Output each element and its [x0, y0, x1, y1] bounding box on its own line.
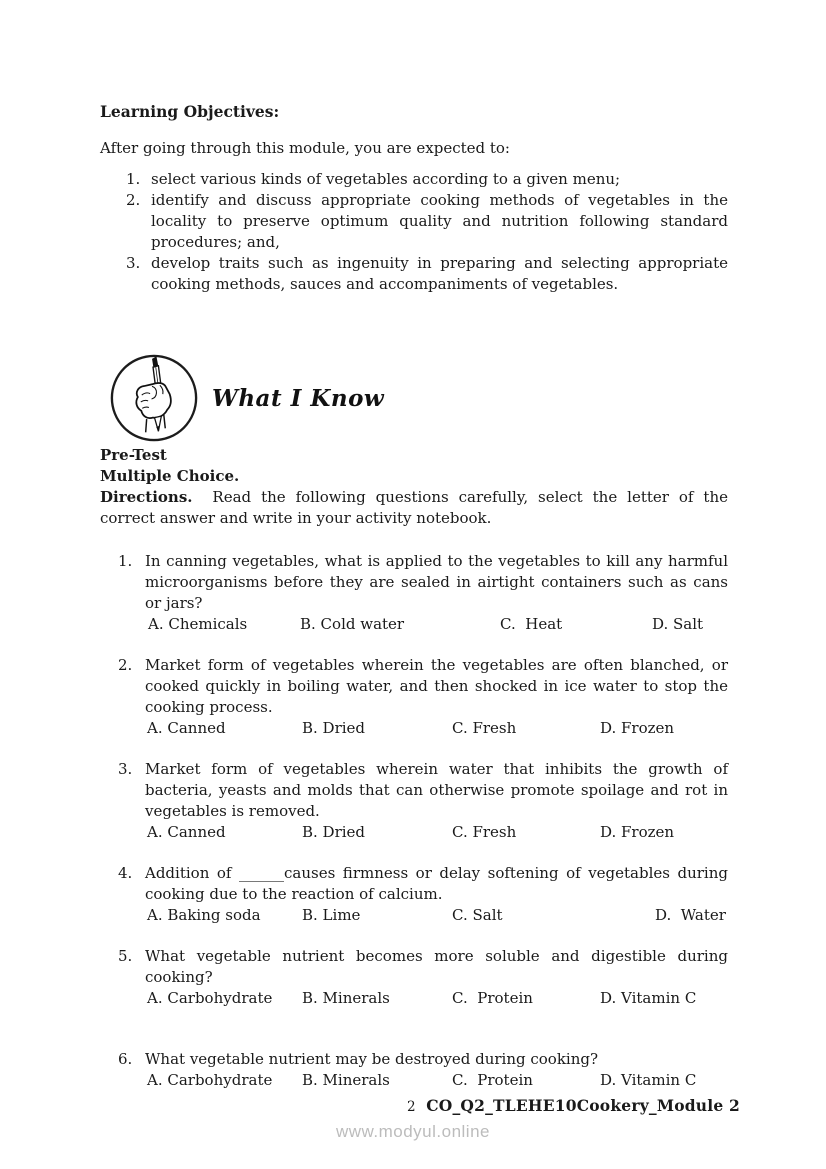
objectives-list	[100, 169, 728, 295]
directions-label: Directions.	[100, 488, 193, 506]
option-a: A. Carbohydrate	[147, 989, 273, 1007]
what-i-know-section-header	[100, 351, 728, 445]
question-number: 4.	[118, 864, 133, 882]
objective-number: 1.	[126, 170, 141, 188]
question-number: 1.	[118, 552, 133, 570]
module-code: CO_Q2_TLEHE10Cookery_Module 2	[426, 1096, 740, 1115]
option-c: C. Fresh	[452, 823, 517, 841]
option-d: D. Vitamin C	[600, 1071, 697, 1089]
option-b: B. Cold water	[300, 615, 405, 633]
option-a: A. Chemicals	[148, 615, 248, 633]
objective-text: identify and discuss appropriate cooking methods of vegetables in the locality to preserve optimum quality and nutrition following standard procedures; and,	[151, 191, 728, 251]
objective-item	[100, 253, 728, 295]
option-d: D. Frozen	[600, 719, 675, 737]
option-a: A. Baking soda	[147, 906, 261, 924]
section-title: What I Know	[212, 384, 385, 412]
objective-item	[100, 190, 728, 253]
options-row	[145, 1070, 728, 1091]
option-a: A. Carbohydrate	[147, 1071, 273, 1089]
question-number: 3.	[118, 760, 133, 778]
watermark-text: www.modyul.online	[335, 1122, 490, 1141]
question-list	[100, 551, 728, 1091]
question-text: Addition of ______causes firmness or delay softening of vegetables during cooking due to the reaction of calcium.	[145, 864, 728, 903]
question-6	[100, 1049, 728, 1091]
directions-paragraph	[100, 487, 728, 529]
question-text: Market form of vegetables wherein water that inhibits the growth of bacteria, yeasts and molds that can otherwise promote spoilage and rot in vegetables is removed.	[145, 760, 728, 820]
question-text: Market form of vegetables wherein the vegetables are often blanched, or cooked quickly in boiling water, and then shocked in ice water to stop the cooking process.	[145, 656, 728, 716]
question-number: 5.	[118, 947, 133, 965]
option-d: D. Vitamin C	[600, 989, 697, 1007]
question-1	[100, 551, 728, 635]
question-2	[100, 655, 728, 739]
options-row	[145, 718, 728, 739]
option-c: C. Protein	[452, 989, 533, 1007]
option-b: B. Dried	[302, 823, 366, 841]
objective-number: 3.	[126, 254, 141, 272]
options-row	[145, 905, 728, 926]
pretest-heading: Pre-Test	[100, 446, 167, 464]
question-number: 6.	[118, 1050, 133, 1068]
option-b: B. Minerals	[302, 989, 390, 1007]
page-number: 2	[407, 1099, 416, 1115]
option-d: D. Salt	[652, 615, 704, 633]
learning-objectives-heading: Learning Objectives:	[100, 102, 280, 121]
option-d: D. Water	[655, 906, 726, 924]
objective-item	[100, 169, 728, 190]
option-c: C. Heat	[500, 615, 563, 633]
intro-text: After going through this module, you are expected to:	[100, 139, 510, 157]
options-row	[145, 988, 728, 1009]
page-footer	[0, 1095, 826, 1155]
option-a: A. Canned	[147, 823, 226, 841]
objective-number: 2.	[126, 191, 141, 209]
options-row	[145, 822, 728, 843]
question-4	[100, 863, 728, 926]
option-c: C. Protein	[452, 1071, 533, 1089]
question-text: What vegetable nutrient may be destroyed during cooking?	[145, 1050, 599, 1068]
option-b: B. Minerals	[302, 1071, 390, 1089]
objective-text: select various kinds of vegetables according to a given menu;	[151, 170, 621, 188]
option-b: B. Dried	[302, 719, 366, 737]
directions-text: Read the following questions carefully, select the letter of the correct answer and write in your activity notebook.	[100, 488, 728, 527]
question-number: 2.	[118, 656, 133, 674]
option-b: B. Lime	[302, 906, 361, 924]
option-c: C. Fresh	[452, 719, 517, 737]
option-c: C. Salt	[452, 906, 503, 924]
question-5	[100, 946, 728, 1009]
hand-holding-pencil-icon	[108, 351, 200, 445]
question-3	[100, 759, 728, 843]
objective-text: develop traits such as ingenuity in preparing and selecting appropriate cooking methods, sauces and accompaniments of vegetables.	[151, 254, 728, 293]
question-text: In canning vegetables, what is applied to the vegetables to kill any harmful microorganisms before they are sealed in airtight containers such as cans or jars?	[145, 552, 728, 612]
options-row	[145, 614, 728, 635]
multiple-choice-heading: Multiple Choice.	[100, 467, 240, 485]
question-text: What vegetable nutrient becomes more soluble and digestible during cooking?	[145, 947, 728, 986]
option-a: A. Canned	[147, 719, 226, 737]
option-d: D. Frozen	[600, 823, 675, 841]
